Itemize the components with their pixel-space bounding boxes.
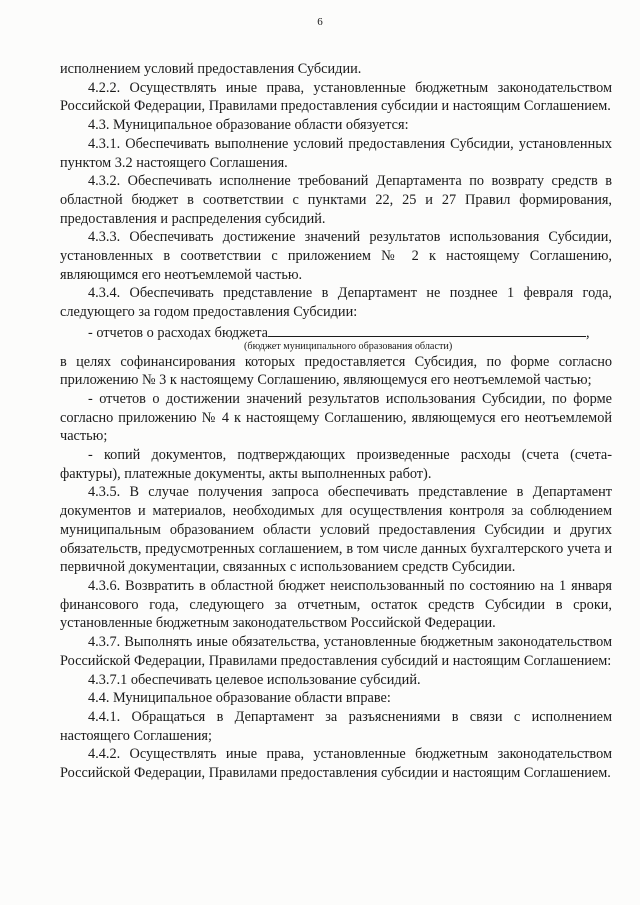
paragraph: 4.3. Муниципальное образование области обязуется: <box>88 117 409 134</box>
paragraph: 4.3.2. Обеспечивать исполнение требований Департамента по возврату средств в областной бюджет в соответствии с пунктами 22, 25 и 27 Правил формирования, предоставления и распределения субсидий. <box>60 173 612 227</box>
paragraph: 4.3.1. Обеспечивать выполнение условий предоставления Субсидии, установленных пунктом 3.2 настоящего Соглашения. <box>60 135 612 171</box>
paragraph: 4.3.6. Возвратить в областной бюджет неиспользованный по состоянию на 1 января финансового года, следующего за отчетным, остаток средств Субсидии в сроки, установленные бюджетным законодательством Российской Федерации. <box>60 577 612 632</box>
paragraph: 4.3.4. Обеспечивать представление в Департамент не позднее 1 февраля года, следующего за годом предоставления Субсидии: <box>60 285 612 321</box>
paragraph: - отчетов о достижении значений результатов использования Субсидии, по форме согласно приложению № 4 к настоящему Соглашению, являющемуся его неотъемлемой частью; <box>60 390 612 445</box>
paragraph: 4.3.7.1 обеспечивать целевое использование субсидий. <box>88 671 421 688</box>
document-body <box>60 60 612 783</box>
paragraph: исполнением условий предоставления Субсидии. <box>60 61 362 77</box>
page-number: 6 <box>317 16 323 28</box>
paragraph: 4.2.2. Осуществлять иные права, установленные бюджетным законодательством Российской Федерации, Правилами предоставления субсидии и настоящим Соглашением. <box>60 79 612 115</box>
paragraph: 4.3.3. Обеспечивать достижение значений результатов использования Субсидии, установленных в соответствии с приложением № 2 к настоящему Соглашению, являющимся его неотъемлемой частью. <box>60 229 612 283</box>
paragraph: 4.4.2. Осуществлять иные права, установленные бюджетным законодательством Российской Федерации, Правилами предоставления субсидии и настоящим Соглашением. <box>60 746 612 782</box>
paragraph: 4.4. Муниципальное образование области вправе: <box>88 690 391 707</box>
paragraph: 4.3.7. Выполнять иные обязательства, установленные бюджетным законодательством Российской Федерации, Правилами предоставления субсидий и настоящим Соглашением: <box>60 634 612 669</box>
fill-in-suffix: , <box>585 324 590 341</box>
blank-fill-line <box>268 322 586 337</box>
fill-in-prefix: - отчетов о расходах бюджета <box>88 324 268 341</box>
paragraph: 4.4.1. Обращаться в Департамент за разъяснениями в связи с исполнением настоящего Соглашения; <box>60 708 612 744</box>
paragraph: 4.3.5. В случае получения запроса обеспечивать представление в Департамент документов и материалов, необходимых для осуществления контроля за соблюдением муниципальным образованием области условий предоставления Субсидии и других обязательств, предусмотренных соглашением, в том числе данных бухгалтерского учета и первичной документации, связанных с использованием средств Субсидии. <box>60 484 612 576</box>
paragraph: - копий документов, подтверждающих произведенные расходы (счета (счета-фактуры), платежные документы, акты выполненных работ). <box>60 447 612 482</box>
fill-in-caption: (бюджет муниципального образования области) <box>244 340 453 352</box>
paragraph: в целях софинансирования которых предоставляется Субсидия, по форме согласно приложению № 3 к настоящему Соглашению, являющемуся его неотъемлемой частью; <box>60 353 612 389</box>
